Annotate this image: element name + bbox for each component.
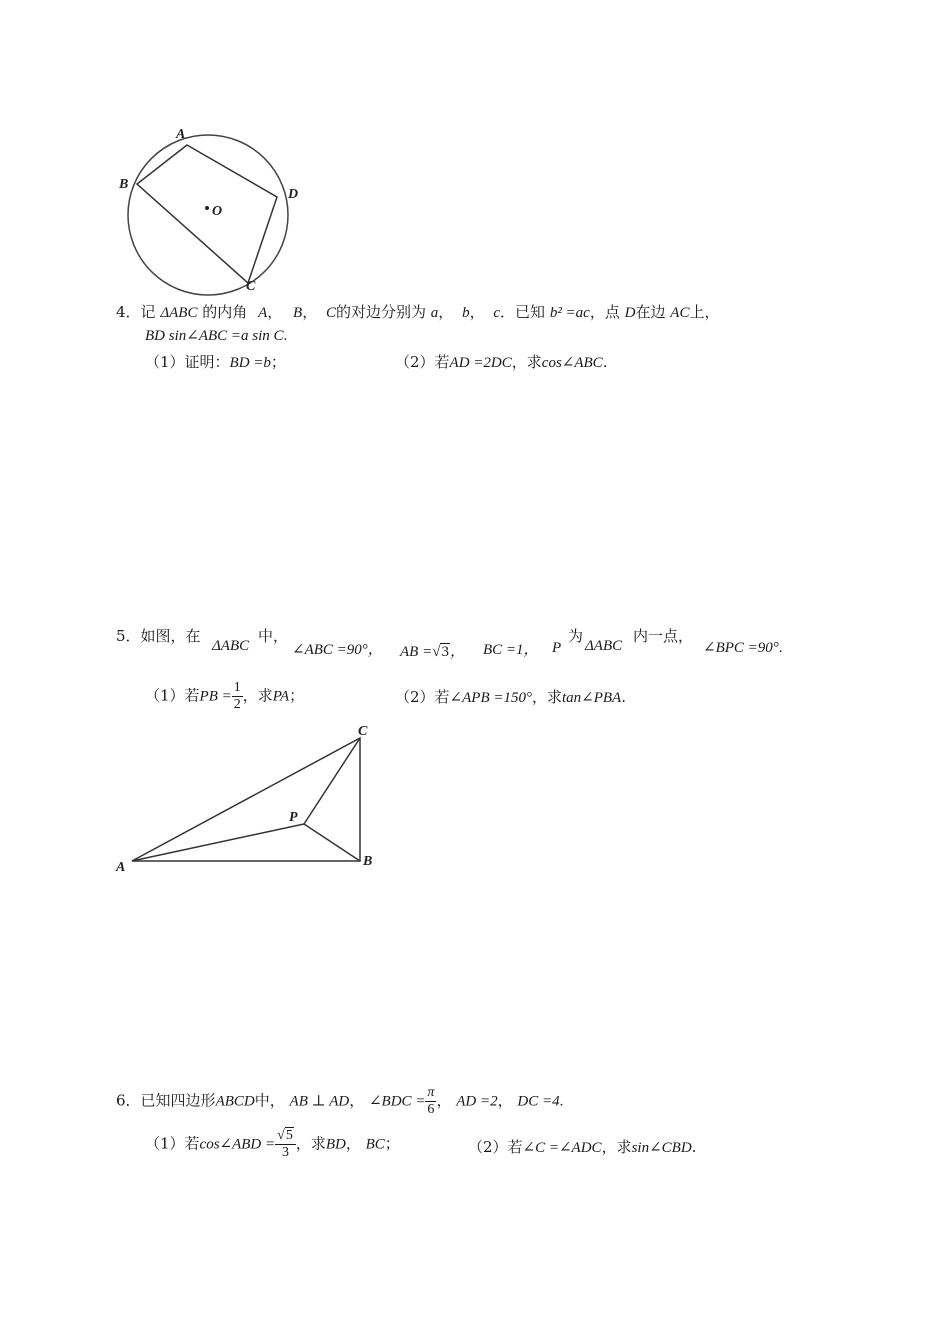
q5-line1: 5．如图，在 [116,627,201,645]
q4-line1: 4．记 ΔABC 的内角 A， B， C的对边分别为 a， b， c．已知 b² =ac，点 D在边 AC上， [116,303,720,321]
q4-part1: （1）证明：BD =b； [145,353,286,371]
q5-part2: （2）若∠APB =150°，求tan∠PBA. [395,688,627,706]
q5-number: 5． [116,627,141,645]
label-c: C [246,279,256,294]
label-d: D [288,187,299,202]
q4-number: 4． [116,303,141,321]
triangle-abc [132,738,360,861]
q4-line2: BD sin∠ABC =a sin C. [145,328,288,344]
circumcircle [128,135,288,295]
label-b: B [363,854,373,869]
figure-circle-quadrilateral [110,118,310,296]
q6-line1: 6．已知四边形ABCD中， AB ⊥ AD， ∠BDC = $\frac{\pi}{6}$ ， AD =2， DC =4. [116,1085,564,1117]
label-b: B [119,177,129,192]
segment-pc [304,738,360,824]
label-a: A [176,127,186,142]
center-point [205,206,209,210]
q6-number: 6． [116,1091,141,1110]
label-c: C [358,724,368,739]
q5-part1: （1）若PB = $\frac{1}{2}$ ，求PA； [145,680,305,712]
segment-pa [132,824,304,861]
q6-part2: （2）若∠C =∠ADC，求sin∠CBD. [468,1138,697,1156]
figure-triangle-with-point [110,718,390,878]
q4-part2: （2）若AD =2DC，求cos∠ABC. [395,353,608,371]
label-p: P [289,810,298,825]
q6-part1: （1）若cos∠ABD = $\frac{√5}{3}$ ，求BD， BC； [145,1128,400,1160]
label-a: A [116,860,126,875]
label-o: O [212,204,223,219]
quadrilateral-abcd [137,145,277,283]
segment-pb [304,824,360,861]
